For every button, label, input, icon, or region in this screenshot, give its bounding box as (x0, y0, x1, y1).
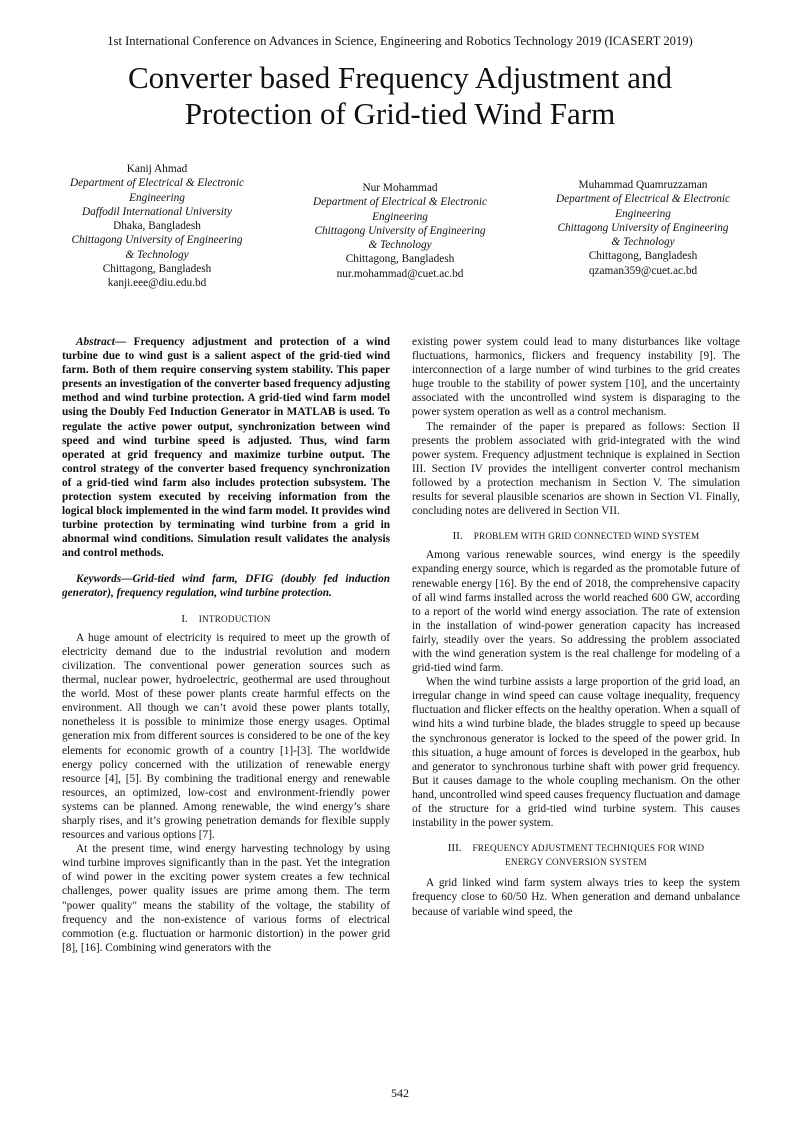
abstract-label: Abstract (76, 336, 115, 348)
paragraph: A huge amount of electricity is required to meet up the growth of electricity demand due to the industrial revolution and modern civilization. The conventional power generation sources such as thermal, nuclear power, hydroelectric, geothermal are used throughout the world. Most of these power plants create harmful effects on the environment. All though we can’t avoid these power plants totally, nonetheless it is possible to minimize those energy usages. Optimal generation mix from different sources is considered to be one of the key elements for economic growth of a country [1]-[3]. The worldwide energy policy concerned with the utilization of renewable energy resource [4], [5]. By combining the traditional energy and renewable resources, an optimized, low-cost and environment-friendly power systems can be planned. Among renewable, the wind energy’s share sharply rises, and it’s growing penetration demands for flexible supply resources and various options [7]. (62, 631, 390, 842)
author-line: & Technology (368, 239, 432, 252)
section-title: INTRODUCTION (198, 613, 271, 624)
title-line-1: Converter based Frequency Adjustment and (127, 60, 673, 95)
section-number: II. (452, 530, 463, 543)
author-line: & Technology (611, 236, 675, 249)
conference-header: 1st International Conference on Advances in Science, Engineering and Robotics Technology 2019 (ICASERT 2019) (107, 34, 693, 48)
author-line: Department of Electrical & Electronic (555, 193, 730, 206)
author-line: Chittagong University of Engineering (557, 221, 729, 234)
author-line: Dhaka, Bangladesh (113, 220, 201, 233)
section-number: I. (181, 612, 188, 625)
author-line: Department of Electrical & Electronic (312, 196, 487, 209)
section-number: III. (447, 842, 462, 855)
author-line: Chittagong, Bangladesh (588, 250, 698, 263)
paragraph: existing power system could lead to many disturbances like voltage fluctuations, harmonics, flickers and frequency instability [9]. The interconnection of a large number of wind turbines to the grid creates huge trouble to the stability of power system [10], and the uncertainty associated with the uncontrolled wind system is disparaging to the power system operation as well as a control mechanism. (412, 336, 740, 419)
paragraph: When the wind turbine assists a large proportion of the grid load, an irregular change in wind speed can cause voltage inequality, frequency fluctuation and flicker effects on the healthy operation. When a squall of wind hits a wind turbine blade, the blades struggle to speed up because the synchronous generator is locked to the speed of the power grid. In this situation, a huge amount of forces is developed in the gearbox, hub and generator to synchronous turbine shaft with power grid frequency. But it causes damage to the whole coupling mechanism. On the other hand, uncontrolled wind speed causes frequency fluctuation and damage of the structure for a grid-tied wind turbine system. This causes instability in the power system. (412, 676, 740, 830)
author-line: Engineering (372, 210, 428, 223)
title-line-2: Protection of Grid-tied Wind Farm (184, 96, 616, 131)
author-line: Engineering (615, 207, 671, 220)
section-heading-3 (412, 841, 740, 869)
author-line: Chittagong, Bangladesh (345, 253, 455, 266)
paragraph: A grid linked wind farm system always tries to keep the system frequency close to 60/50 Hz. When generation and demand unbalance because of variable wind speed, the (412, 877, 740, 918)
keywords (62, 572, 390, 600)
author-block-2 (285, 181, 515, 281)
author-name: Muhammad Quamruzzaman (578, 179, 708, 191)
section-title: FREQUENCY ADJUSTMENT TECHNIQUES FOR WIND (472, 843, 705, 854)
author-line: & Technology (125, 248, 189, 261)
author-name: Nur Mohammad (362, 182, 438, 194)
author-line: Engineering (129, 191, 185, 204)
author-email: nur.mohammad@cuet.ac.bd (336, 267, 464, 280)
author-block-3 (528, 178, 758, 278)
keywords-label: Keywords (76, 572, 122, 585)
paragraph: The remainder of the paper is prepared as follows: Section II presents the problem associated with grid-integrated with the wind power system. Frequency adjustment technique is explained in Section III. Section IV provides the intelligent converter control mechanism followed by a protection mechanism in Section V. The simulation results for several plausible scenarios are shown in Section VI. Finally, concluding notes are delivered in Section VII. (412, 420, 740, 518)
author-line: Daffodil International University (82, 205, 232, 218)
paragraph: Among various renewable sources, wind energy is the speedily expanding energy source, which is regarded as the promotable future of renewable energy [16]. By the end of 2018, the comprehensive capacity of all wind farms installed across the world reached 600 GW, according to a report of the world wind energy association. The rate of extension in the installation of wind-power generation capacity has increased fairly, steadily over the years. So addressing the problem associated with the wind generation system is the real challenge for modeling of a grid-tied wind farm. (412, 549, 740, 675)
paper-title (0, 60, 800, 132)
right-column (412, 335, 740, 919)
author-block-1 (42, 162, 272, 291)
section-heading-2 (412, 529, 740, 543)
author-email: qzaman359@cuet.ac.bd (588, 264, 698, 277)
abstract-text: — Frequency adjustment and protection of a wind turbine due to wind gust is a salient aspect of the grid-tied wind farm. Both of them require conserving system stability. This paper presents an investigation of the converter based frequency adjusting method and wind turbine protection. A grid-tied wind farm model using the Doubly Fed Induction Generator in MATLAB is used. To regulate the active power output, synchronization between wind speed and wind turbine speed is adjusted. Thus, wind farm operated at grid frequency and maximize turbine output. The control strategy of the converter based frequency synchronization of a grid-tied wind farm also includes protection subsystem. The protection system executed by receiving information from the logical block implemented in the wind farm model. It provides wind turbine protection by terminating wind turbine from a grid in abnormal wind conditions. Simulation result validates the analysis and control methods. (62, 336, 390, 560)
page-number: 542 (391, 1086, 409, 1100)
abstract (62, 335, 390, 561)
left-column (62, 335, 390, 955)
author-name: Kanij Ahmad (126, 163, 188, 175)
section-heading-1 (62, 612, 390, 626)
keywords-text: —Grid-tied wind farm, DFIG (doubly fed induction generator), frequency regulation, wind turbine protection. (62, 572, 390, 599)
section-title: PROBLEM WITH GRID CONNECTED WIND SYSTEM (473, 531, 700, 542)
author-email: kanji.eee@diu.edu.bd (107, 277, 207, 290)
paragraph: At the present time, wind energy harvesting technology by using wind turbine improves significantly than in the past. Yet the integration of wind power in the exciting power system creates a few technical challenges, power quality issues are prime among them. The term "power quality" means the stability of the voltage, the stability of frequency and the non-existence of various forms of electrical commotion (e.g. fluctuation or harmonic distortion) in the power grid [8], [16]. Combining wind generators with the (62, 843, 390, 954)
author-line: Department of Electrical & Electronic (69, 177, 244, 190)
author-line: Chittagong University of Engineering (71, 234, 243, 247)
author-line: Chittagong, Bangladesh (102, 263, 212, 276)
author-line: Chittagong University of Engineering (314, 224, 486, 237)
section-title-cont: ENERGY CONVERSION SYSTEM (505, 857, 647, 868)
